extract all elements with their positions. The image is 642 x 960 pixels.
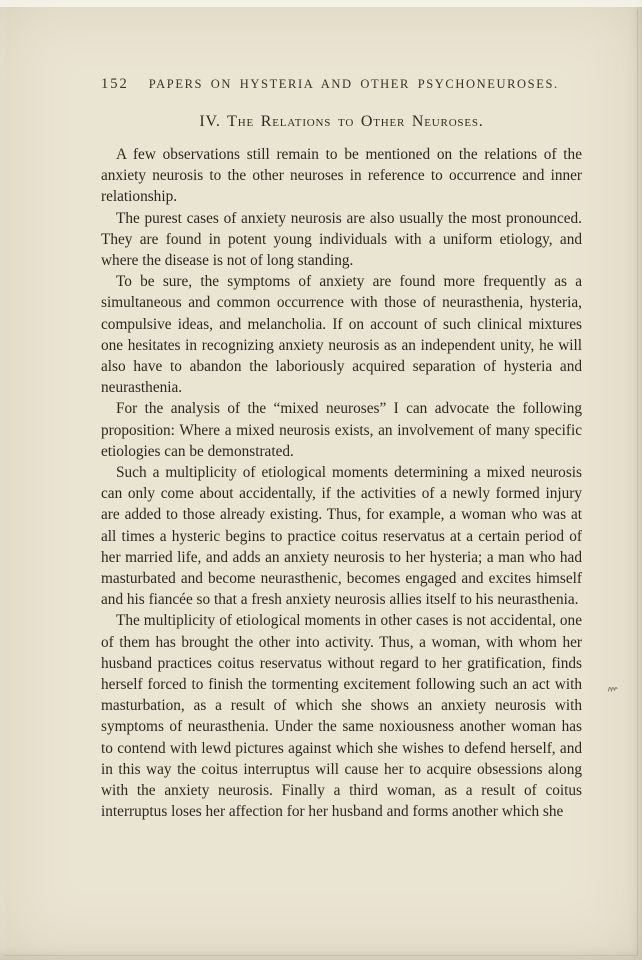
paragraph: The multiplicity of etiological moments in other cases is not accidental, one of them has brought the other into activity. Thus, a woman, with whom her husband practices coitus reservatus without regard to her gratification, finds herself forced to finish the tormenting excitement following such an act with masturbation, as a result of which she shows an anxiety neurosis with symptoms of neurasthenia. Under the same noxiousness another woman has to contend with lewd pictures against which she wishes to defend herself, and in this way the coitus interruptus will cause her to acquire obsessions along with the anxiety neurosis. Finally a third woman, as a result of coitus interruptus loses her affection for her husband and forms another which she: [101, 612, 582, 821]
paragraph: The purest cases of anxiety neurosis are also usually the most pronounced. They are found in potent young individuals with a uniform etiology, and where the disease is not of long standing.: [101, 209, 582, 270]
body-text: [101, 144, 582, 823]
section-heading: IV. The Relations to Other Neuroses.: [199, 113, 484, 130]
paragraph: A few observations still remain to be mentioned on the relations of the anxiety neurosis to the other neuroses in reference to occurrence and inner relationship.: [101, 146, 582, 206]
page-number: 152: [101, 76, 129, 92]
paragraph: To be sure, the symptoms of anxiety are found more frequently as a simultaneous and common occurrence with those of neurasthenia, hysteria, compulsive ideas, and melancholia. If on account of such clinical mixtures one hesitates in recognizing anxiety neurosis as an independent unity, he will also have to abandon the laboriously acquired separation of hysteria and neurasthenia.: [101, 273, 582, 397]
running-head: PAPERS ON HYSTERIA AND OTHER PSYCHONEUROSES.: [148, 77, 559, 91]
paragraph: Such a multiplicity of etiological moments determining a mixed neurosis can only come about accidentally, if the activities of a newly formed injury are added to those already existing. Thus, for example, a woman who was at all times a hysteric begins to practice coitus reservatus at a certain period of her married life, and adds an anxiety neurosis to her hysteria; a man who had masturbated and become neurasthenic, becomes engaged and excites himself and his fiancée so that a fresh anxiety neurosis allies itself to his neurasthenia.: [101, 464, 582, 609]
page-content: [101, 76, 582, 823]
page-header: [101, 76, 582, 93]
paragraph: For the analysis of the “mixed neuroses” I can advocate the following proposition: Where a mixed neurosis exists, an involvement of many specific etiologies can be demonstrated.: [101, 400, 582, 460]
handwritten-margin-mark-icon: [607, 681, 618, 699]
